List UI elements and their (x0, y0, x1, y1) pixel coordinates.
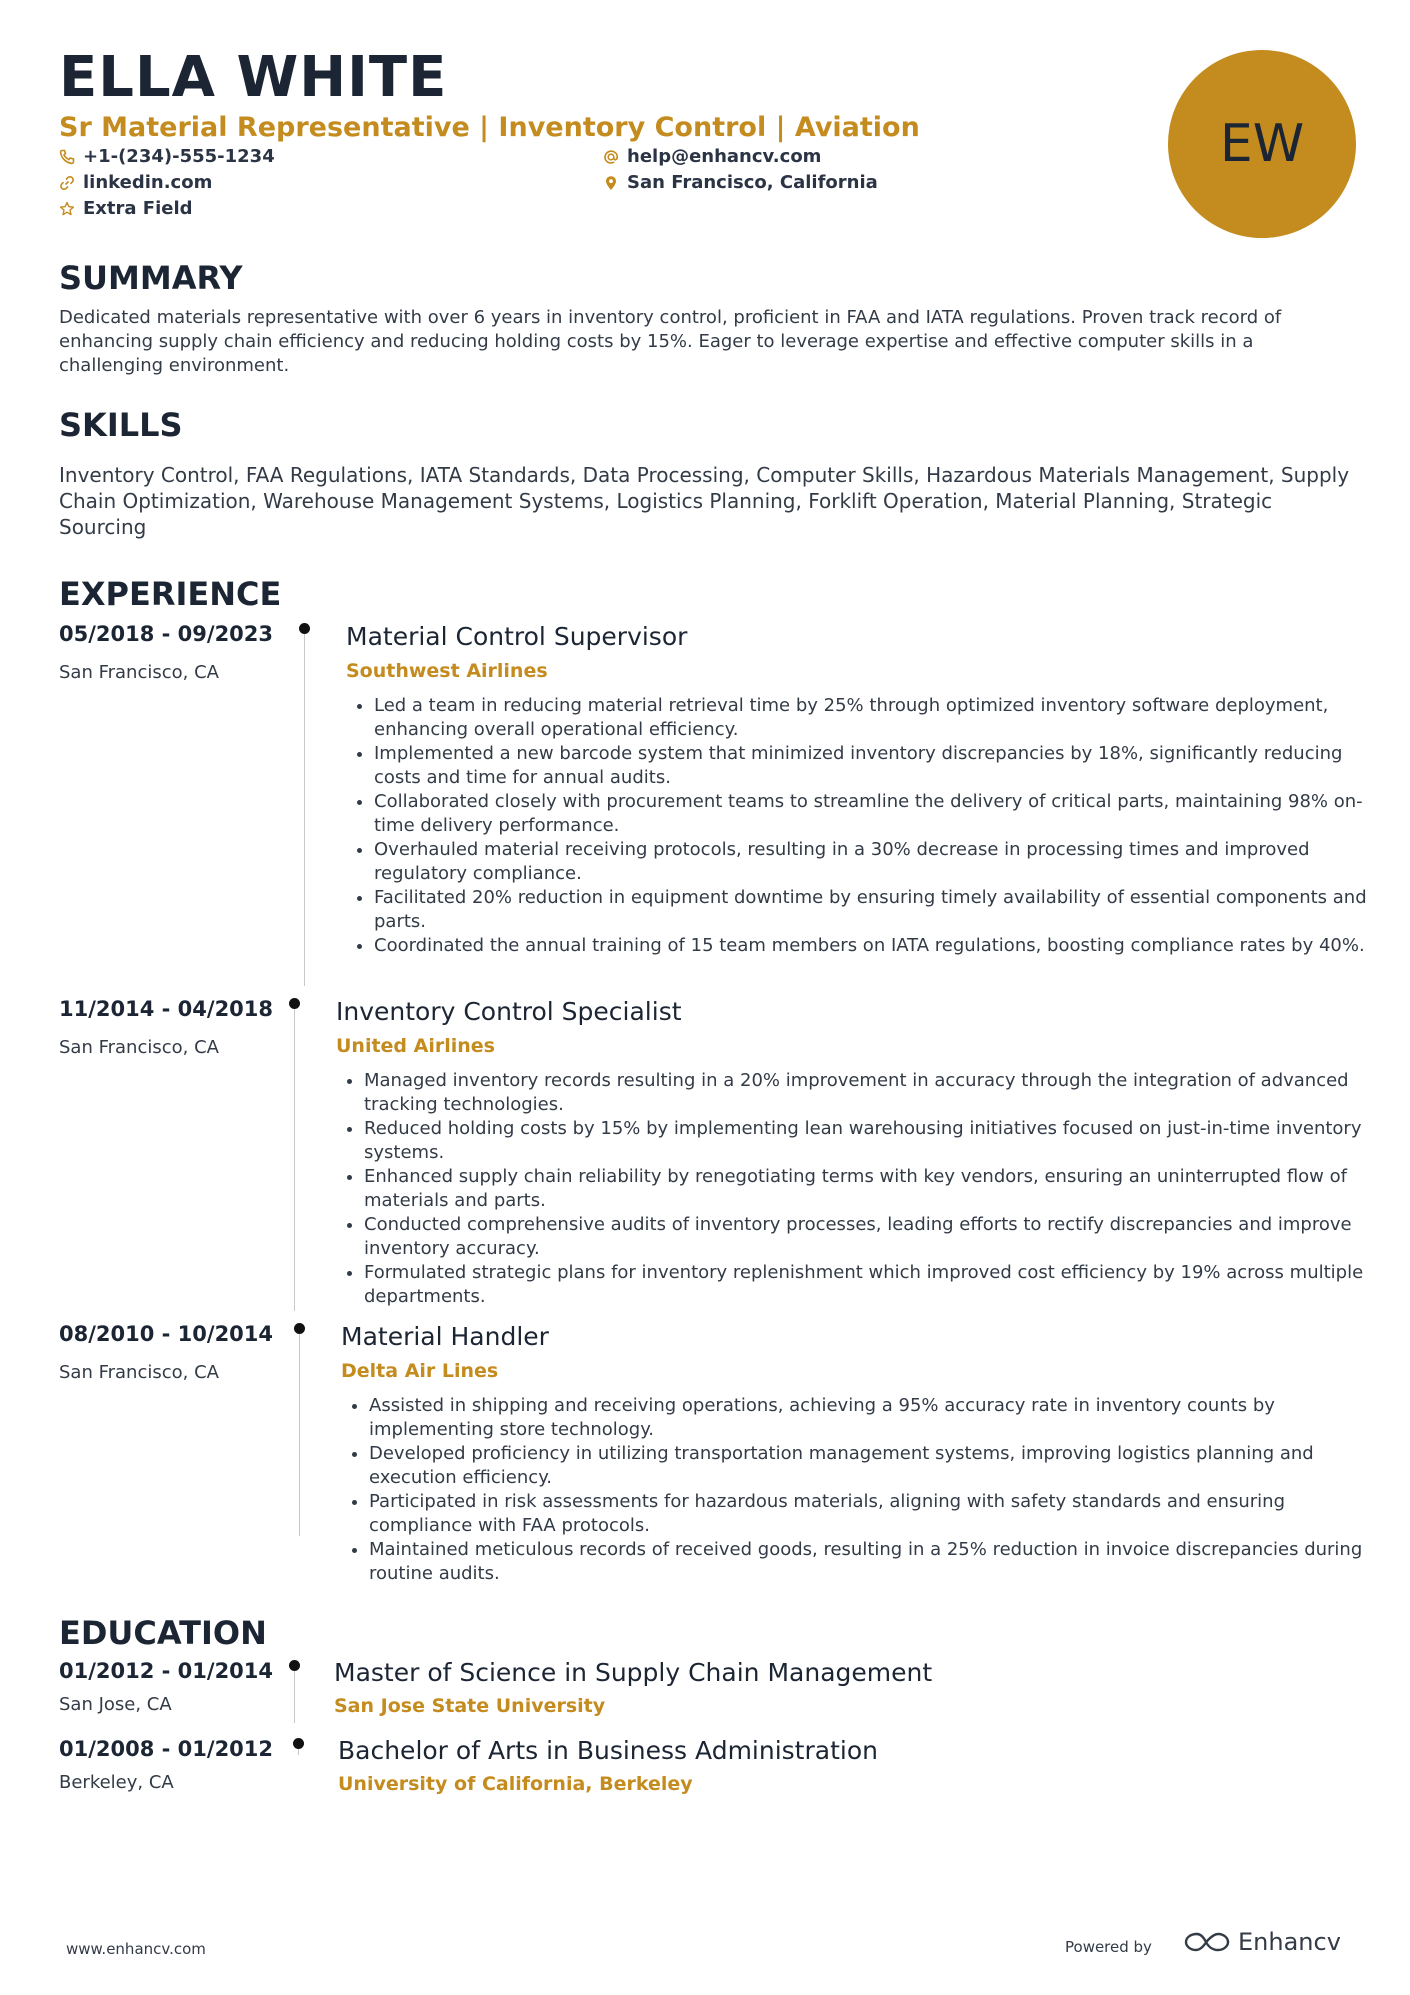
candidate-name: ELLA WHITE (59, 45, 448, 110)
avatar (1168, 50, 1356, 238)
job-dates: 08/2010 - 10/2014 (59, 1322, 274, 1346)
list-item: • Facilitated 20% reduction in equipment downtime by ensuring timely availability of essential components and parts. (374, 886, 1386, 934)
summary-text: Dedicated materials representative with over 6 years in inventory control, proficient in FAA and IATA regulations. Proven track record of enhancing supply chain efficiency and reducing holding costs by 15%. Eager to leverage expertise and effective computer skills in a challenging environment. (59, 307, 1282, 376)
list-item: • Maintained meticulous records of received goods, resulting in a 25% reduction in invoice discrepancies during routine audits. (369, 1538, 1386, 1586)
job-dates: 05/2018 - 09/2023 (59, 622, 274, 646)
skills-heading: SKILLS (59, 406, 183, 444)
job-title: Material Control Supervisor (346, 622, 688, 651)
job-location: San Francisco, CA (59, 1037, 219, 1058)
education-dates: 01/2012 - 01/2014 (59, 1659, 274, 1683)
list-item: • Participated in risk assessments for hazardous materials, aligning with safety standards and ensuring compliance with FAA protocols. (369, 1490, 1386, 1538)
job-bullets (346, 694, 1386, 958)
education-degree: Master of Science in Supply Chain Management (334, 1658, 933, 1687)
timeline-dot (299, 623, 310, 634)
experience-heading: EXPERIENCE (59, 575, 282, 613)
at-icon (603, 149, 619, 165)
timeline-dot (294, 1323, 305, 1334)
list-item: • Formulated strategic plans for inventory replenishment which improved cost efficiency by 19% across multiple departments. (364, 1261, 1386, 1309)
job-company: United Airlines (336, 1035, 495, 1057)
timeline-line (298, 1749, 299, 1755)
education-location: Berkeley, CA (59, 1772, 174, 1793)
avatar-initials: EW (1219, 114, 1305, 174)
timeline-line (299, 1334, 300, 1536)
brand-name: Enhancv (1238, 1928, 1341, 1956)
job-bullets (341, 1394, 1386, 1586)
job-company: Delta Air Lines (341, 1360, 499, 1382)
footer-url[interactable]: www.enhancv.com (66, 1940, 206, 1958)
job-dates: 11/2014 - 04/2018 (59, 997, 274, 1021)
star-icon (59, 201, 75, 217)
contact-linkedin[interactable] (59, 170, 212, 196)
contact-phone[interactable] (59, 144, 275, 170)
education-school: San Jose State University (334, 1695, 606, 1717)
list-item: • Enhanced supply chain reliability by renegotiating terms with key vendors, ensuring an uninterrupted flow of materials and parts. (364, 1165, 1386, 1213)
location-pin-icon (603, 175, 619, 191)
powered-by-label: Powered by (1065, 1938, 1152, 1956)
list-item: • Developed proficiency in utilizing transportation management systems, improving logistics planning and execution efficiency. (369, 1442, 1386, 1490)
list-item: • Managed inventory records resulting in a 20% improvement in accuracy through the integration of advanced tracking technologies. (364, 1069, 1386, 1117)
education-school: University of California, Berkeley (338, 1773, 693, 1795)
list-item: • Conducted comprehensive audits of inventory processes, leading efforts to rectify discrepancies and improve inventory accuracy. (364, 1213, 1386, 1261)
job-company: Southwest Airlines (346, 660, 548, 682)
contact-location (603, 170, 878, 196)
contact-extra (59, 196, 193, 222)
candidate-role: Sr Material Representative | Inventory Control | Aviation (59, 112, 920, 143)
email-text: help@enhancv.com (627, 146, 822, 167)
list-item: • Coordinated the annual training of 15 team members on IATA regulations, boosting compliance rates by 40%. (374, 934, 1386, 958)
list-item: • Overhauled material receiving protocols, resulting in a 30% decrease in processing times and improved regulatory compliance. (374, 838, 1386, 886)
phone-text: +1-(234)-555-1234 (83, 146, 275, 167)
linkedin-text: linkedin.com (83, 172, 213, 193)
job-location: San Francisco, CA (59, 1362, 219, 1383)
timeline-line (294, 1009, 295, 1311)
list-item: • Implemented a new barcode system that minimized inventory discrepancies by 18%, significantly reducing costs and time for annual audits. (374, 742, 1386, 790)
education-location: San Jose, CA (59, 1694, 172, 1715)
list-item: • Collaborated closely with procurement teams to streamline the delivery of critical parts, maintaining 98% on-time delivery performance. (374, 790, 1386, 838)
list-item: • Reduced holding costs by 15% by implementing lean warehousing initiatives focused on just-in-time inventory systems. (364, 1117, 1386, 1165)
contact-email[interactable] (603, 144, 821, 170)
timeline-dot (289, 998, 300, 1009)
education-heading: EDUCATION (59, 1614, 267, 1652)
extra-field-text: Extra Field (83, 198, 193, 219)
timeline-line (294, 1671, 295, 1723)
timeline-dot (289, 1660, 300, 1671)
job-title: Inventory Control Specialist (336, 997, 682, 1026)
education-dates: 01/2008 - 01/2012 (59, 1737, 274, 1761)
timeline-dot (293, 1738, 304, 1749)
list-item: • Led a team in reducing material retrieval time by 25% through optimized inventory software deployment, enhancing overall operational efficiency. (374, 694, 1386, 742)
job-location: San Francisco, CA (59, 662, 219, 683)
list-item: • Assisted in shipping and receiving operations, achieving a 95% accuracy rate in inventory counts by implementing store technology. (369, 1394, 1386, 1442)
summary-heading: SUMMARY (59, 259, 243, 297)
location-text: San Francisco, California (627, 172, 878, 193)
education-degree: Bachelor of Arts in Business Administration (338, 1736, 878, 1765)
brand-logo[interactable] (1184, 1928, 1341, 1956)
phone-icon (59, 149, 75, 165)
skills-text: Inventory Control, FAA Regulations, IATA Standards, Data Processing, Computer Skills, Hazardous Materials Management, Supply Chain Optimization, Warehouse Management Systems, Logistics Planning, Forklift Operation, Material Planning, Strategic Sourcing (59, 463, 1350, 539)
job-bullets (336, 1069, 1386, 1309)
enhancv-logo-icon (1184, 1930, 1230, 1954)
timeline-line (304, 634, 305, 986)
link-icon (59, 175, 75, 191)
job-title: Material Handler (341, 1322, 549, 1351)
